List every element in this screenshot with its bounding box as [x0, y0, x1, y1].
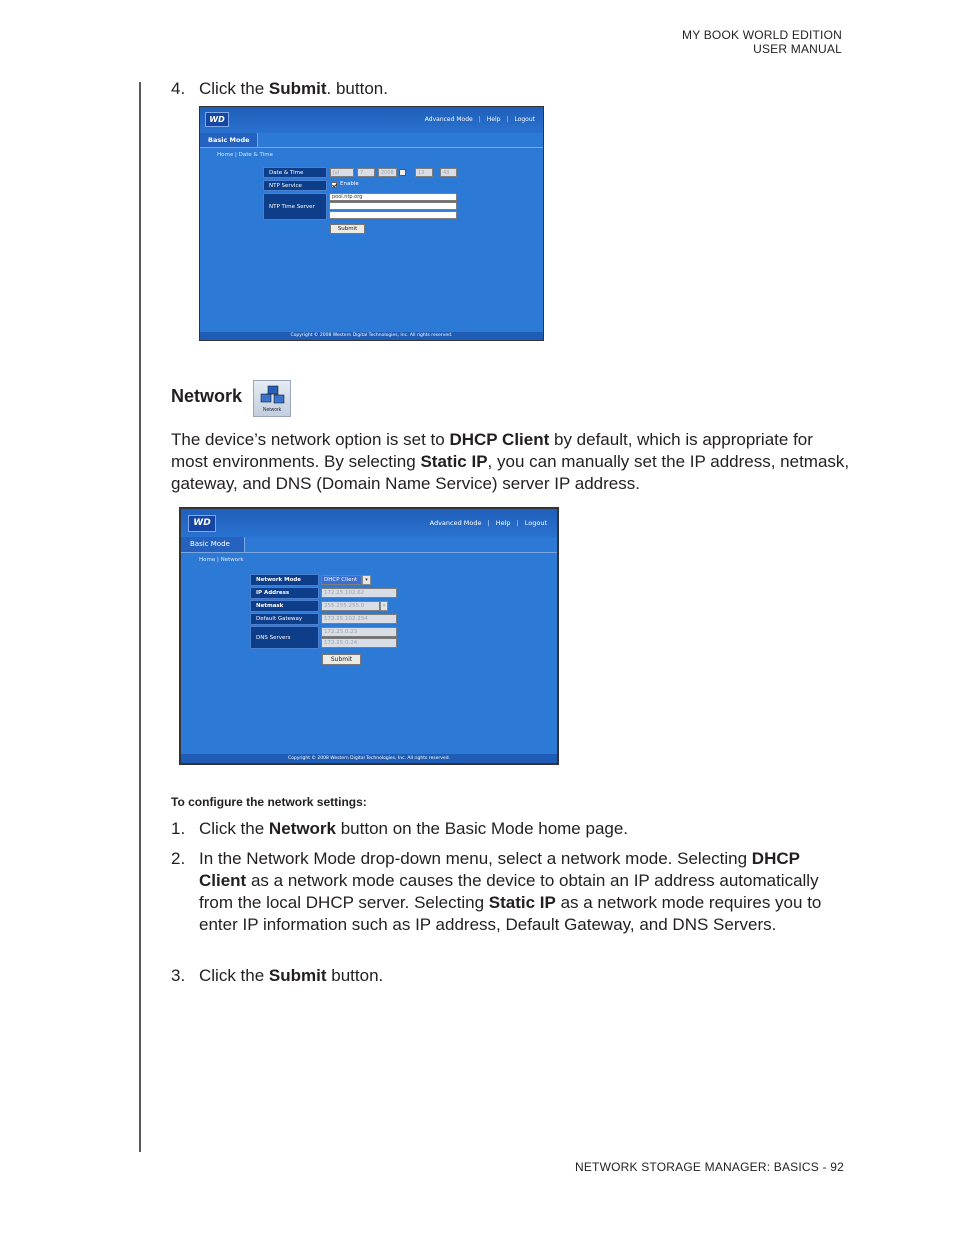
datetime-screenshot: [199, 106, 544, 341]
step-1: [171, 818, 851, 840]
copyright: Copyright © 2008 Western Digital Technologies, Inc. All rights reserved.: [200, 332, 543, 340]
nav-logout[interactable]: Logout: [524, 519, 547, 527]
label-ntp-service: NTP Service: [263, 180, 327, 191]
network-icon-caption: Network: [262, 407, 282, 413]
wd-logo: WD: [188, 515, 216, 532]
section-title: Network: [171, 386, 243, 406]
ntp-server-1-input[interactable]: pool.ntp.org: [329, 193, 457, 201]
ip-address-input[interactable]: 172.25.102.62: [321, 588, 397, 598]
copyright: Copyright © 2008 Western Digital Technologies, Inc. All rights reserved.: [181, 754, 557, 763]
day-select[interactable]: 7: [357, 168, 375, 177]
step-number: 4.: [171, 79, 186, 98]
label-netmask: Netmask: [250, 600, 319, 612]
year-input[interactable]: 2008: [378, 168, 397, 177]
ntp-enable-label: Enable: [340, 181, 359, 187]
step-submit-datetime: [171, 78, 851, 100]
dns-server-2-input[interactable]: 172.25.0.24: [321, 638, 397, 648]
submit-button[interactable]: Submit: [330, 224, 365, 234]
subheading: To configure the network settings:: [171, 795, 367, 809]
ntp-server-2-input[interactable]: [329, 202, 457, 210]
nav-help[interactable]: Help: [486, 116, 501, 123]
gateway-input[interactable]: 172.25.102.254: [321, 614, 397, 624]
minute-select[interactable]: 43: [440, 168, 457, 177]
network-description: The device’s network option is set to DHCP Client by default, which is appropriate for most environments. By selecting Static IP, you can manually set the IP address, netmask, gateway, and DNS (Domain Name Service) server IP address.: [171, 430, 850, 493]
network-icon: [253, 380, 291, 417]
label-ntp-server: NTP Time Server: [263, 193, 327, 220]
nav-advanced-mode[interactable]: Advanced Mode: [429, 519, 482, 527]
submit-button[interactable]: Submit: [322, 654, 361, 665]
network-mode-select[interactable]: DHCP Client: [321, 575, 362, 585]
mode-divider: [200, 147, 543, 148]
step-2: [171, 848, 851, 936]
basic-mode-tab: Basic Mode: [200, 133, 258, 147]
top-nav: Advanced Mode | Help | Logout: [424, 116, 535, 123]
header-line-2: USER MANUAL: [753, 42, 842, 56]
calendar-icon[interactable]: [399, 169, 406, 176]
chevron-down-icon[interactable]: ▾: [362, 575, 371, 585]
breadcrumb: Home | Network: [199, 557, 244, 563]
header-line-1: MY BOOK WORLD EDITION: [682, 28, 842, 42]
hour-select[interactable]: 13: [415, 168, 433, 177]
step-text: Click the Network button on the Basic Mode home page.: [199, 819, 629, 838]
netmask-chevron-icon[interactable]: ▾: [380, 601, 388, 611]
label-date-time: Date & Time: [263, 167, 327, 178]
step-number: 1.: [171, 819, 186, 838]
label-dns-servers: DNS Servers: [250, 626, 319, 649]
dns-server-1-input[interactable]: 172.25.0.23: [321, 627, 397, 637]
netmask-select[interactable]: 255.255.255.0: [321, 601, 380, 611]
network-screenshot: [179, 507, 559, 765]
label-default-gateway: Default Gateway: [250, 613, 319, 625]
step-text: Click the Submit button.: [199, 966, 384, 985]
page-header: [682, 28, 842, 56]
month-select[interactable]: Jul: [330, 168, 354, 177]
page-footer: NETWORK STORAGE MANAGER: BASICS - 92: [574, 1160, 844, 1174]
step-number: 2.: [171, 849, 186, 868]
label-network-mode: Network Mode: [250, 574, 319, 586]
nav-logout[interactable]: Logout: [514, 116, 535, 123]
nav-advanced-mode[interactable]: Advanced Mode: [424, 116, 473, 123]
ntp-enable-checkbox[interactable]: [331, 182, 337, 188]
step-3: [171, 965, 851, 987]
top-nav: Advanced Mode | Help | Logout: [429, 519, 547, 527]
breadcrumb: Home | Date & Time: [217, 152, 273, 158]
basic-mode-tab: Basic Mode: [181, 537, 245, 552]
step-number: 3.: [171, 966, 186, 985]
mode-divider: [181, 552, 557, 553]
step-text: In the Network Mode drop-down menu, select a network mode. Selecting DHCP Client as a network mode causes the device to obtain an IP address automatically from the local DHCP server. Selecting Static IP as a network mode requires you to enter IP information such as IP address, Default Gateway, and DNS Servers.: [199, 849, 822, 934]
ntp-server-3-input[interactable]: [329, 211, 457, 219]
margin-rule: [139, 82, 141, 1152]
step-text: Click the Submit. button.: [199, 79, 388, 98]
nav-help[interactable]: Help: [495, 519, 511, 527]
label-ip-address: IP Address: [250, 587, 319, 599]
wd-logo: WD: [205, 112, 229, 127]
